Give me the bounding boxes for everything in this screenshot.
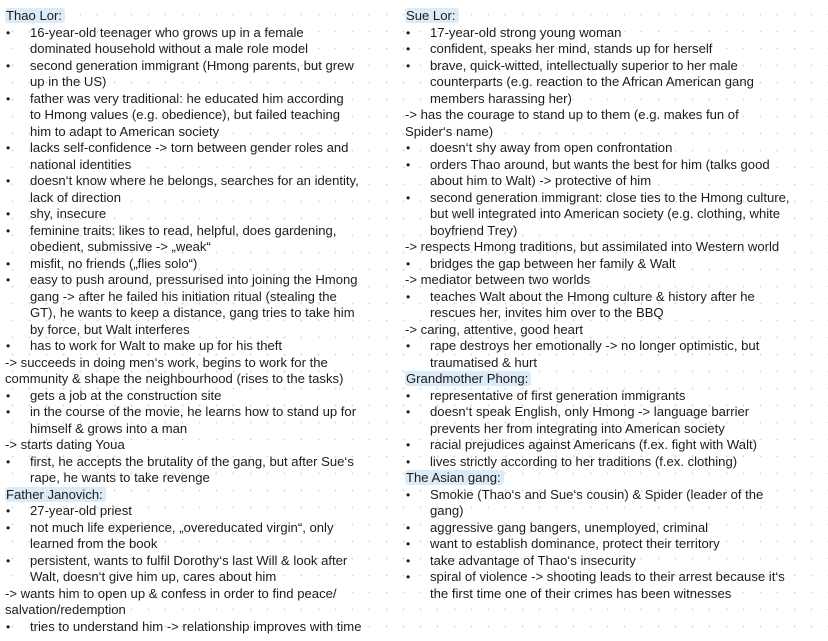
bullet-continuation: the first time one of their crimes has been witnesses xyxy=(430,585,732,601)
bullet-continuation: gang -> after he failed his initiation ritual (stealing the xyxy=(30,288,337,304)
heading-text: The Asian gang: xyxy=(405,470,504,485)
bullet-continuation: by force, but Walt interferes xyxy=(30,321,190,337)
bullet-item: • gets a job at the construction site xyxy=(5,388,400,405)
bullet-continuation: but well integrated into American society (e.g. clothing, white xyxy=(430,206,781,221)
section-heading-thao-lor xyxy=(5,8,400,25)
section-heading-sue-lor xyxy=(405,8,825,25)
bullet-item: • second generation immigrant: close ties to the Hmong culture, xyxy=(405,190,825,207)
bullet-item: • want to establish dominance, protect their territory xyxy=(405,536,825,553)
bullet-continuation: himself & grows into a man xyxy=(30,420,188,436)
bullet-item: • teaches Walt about the Hmong culture & history after he xyxy=(405,289,825,306)
arrow-note: -> caring, attentive, good heart xyxy=(405,321,583,337)
bullet-continuation: traumatised & hurt xyxy=(430,354,537,370)
arrow-note: -> respects Hmong traditions, but assimilated into Western world xyxy=(405,239,780,254)
bullet-item: • 16-year-old teenager who grows up in a female xyxy=(5,25,400,42)
bullet-item: • aggressive gang bangers, unemployed, criminal xyxy=(405,520,825,537)
bullet-item: • orders Thao around, but wants the best for him (talks good xyxy=(405,157,825,174)
bullet-item: • brave, quick-witted, intellectually superior to her male xyxy=(405,58,825,75)
heading-text: Father Janovich: xyxy=(5,487,106,502)
section-heading-father-janovich xyxy=(5,487,400,504)
bullet-item: • racial prejudices against Americans (f.ex. fight with Walt) xyxy=(405,437,825,454)
bullet-item: • 17-year-old strong young woman xyxy=(405,25,825,42)
bullet-continuation: prevents her from integrating into American society xyxy=(430,420,725,436)
bullet-item: • spiral of violence -> shooting leads to their arrest because it‘s xyxy=(405,569,825,586)
bullet-continuation: members harassing her) xyxy=(430,90,572,106)
bullet-continuation: dominated household without a male role model xyxy=(30,41,309,56)
bullet-item: • doesn‘t speak English, only Hmong -> language barrier xyxy=(405,404,825,421)
bullet-continuation: GT), he wants to keep a distance, gang tries to take him xyxy=(30,305,355,320)
bullet-continuation: gang) xyxy=(430,503,464,518)
arrow-note: -> mediator between two worlds xyxy=(405,272,591,287)
arrow-note: -> has the courage to stand up to them (e.g. makes fun of xyxy=(405,107,739,122)
bullet-item: • lacks self-confidence -> torn between gender roles and xyxy=(5,140,400,157)
arrow-note: -> succeeds in doing men‘s work, begins to work for the xyxy=(5,354,328,370)
notes-column-left xyxy=(5,8,400,635)
bullet-item: • confident, speaks her mind, stands up for herself xyxy=(405,41,825,58)
bullet-item: • father was very traditional: he educated him according xyxy=(5,91,400,108)
bullet-item: • persistent, wants to fulfil Dorothy‘s last Will & look after xyxy=(5,553,400,570)
bullet-item: • tries to understand him -> relationship improves with time xyxy=(5,619,400,636)
bullet-continuation: about him to Walt) -> protective of him xyxy=(430,173,652,188)
heading-text: Thao Lor: xyxy=(5,8,65,23)
arrow-note: community & shape the neighbourhood (rises to the tasks) xyxy=(5,371,344,386)
notes-column-right xyxy=(405,8,825,602)
arrow-note: -> wants him to open up & confess in order to find peace/ xyxy=(5,585,337,601)
heading-text: Sue Lor: xyxy=(405,8,459,23)
section-heading-the-asian-gang xyxy=(405,470,825,487)
bullet-continuation: counterparts (e.g. reaction to the African American gang xyxy=(430,74,754,89)
bullet-item: • representative of first generation immigrants xyxy=(405,388,825,405)
section-heading-grandmother-phong xyxy=(405,371,825,388)
bullet-continuation: him to adapt to American society xyxy=(30,123,220,139)
bullet-item: • doesn‘t know where he belongs, searches for an identity, xyxy=(5,173,400,190)
bullet-continuation: boyfriend Trey) xyxy=(430,222,518,238)
arrow-note: Spider‘s name) xyxy=(405,123,494,139)
bullet-item: • rape destroys her emotionally -> no longer optimistic, but xyxy=(405,338,825,355)
bullet-continuation: Walt, doesn‘t give him up, cares about him xyxy=(30,569,277,584)
bullet-item: • feminine traits: likes to read, helpful, does gardening, xyxy=(5,223,400,240)
bullet-item: • take advantage of Thao‘s insecurity xyxy=(405,553,825,570)
bullet-continuation: learned from the book xyxy=(30,536,158,551)
bullet-item: • misfit, no friends („flies solo“) xyxy=(5,256,400,273)
bullet-continuation: lack of direction xyxy=(30,189,121,205)
bullet-item: • shy, insecure xyxy=(5,206,400,223)
bullet-item: • doesn‘t shy away from open confrontation xyxy=(405,140,825,157)
bullet-continuation: obedient, submissive -> „weak“ xyxy=(30,239,211,254)
arrow-note: -> starts dating Youa xyxy=(5,437,125,452)
bullet-continuation: rescues her, invites him over to the BBQ xyxy=(430,305,664,320)
bullet-continuation: to Hmong values (e.g. obedience), but failed teaching xyxy=(30,107,341,122)
bullet-item: • has to work for Walt to make up for his theft xyxy=(5,338,400,355)
bullet-item: • 27-year-old priest xyxy=(5,503,400,520)
bullet-item: • in the course of the movie, he learns how to stand up for xyxy=(5,404,400,421)
bullet-item: • Smokie (Thao‘s and Sue‘s cousin) & Spider (leader of the xyxy=(405,487,825,504)
bullet-item: • easy to push around, pressurised into joining the Hmong xyxy=(5,272,400,289)
arrow-note: salvation/redemption xyxy=(5,602,126,617)
bullet-item: • first, he accepts the brutality of the gang, but after Sue‘s xyxy=(5,454,400,471)
bullet-continuation: up in the US) xyxy=(30,74,107,89)
bullet-continuation: national identities xyxy=(30,156,132,172)
bullet-item: • not much life experience, „overeducated virgin“, only xyxy=(5,520,400,537)
bullet-continuation: rape, he wants to take revenge xyxy=(30,470,210,485)
bullet-item: • bridges the gap between her family & Walt xyxy=(405,256,825,273)
heading-text: Grandmother Phong: xyxy=(405,371,531,386)
bullet-item: • second generation immigrant (Hmong parents, but grew xyxy=(5,58,400,75)
bullet-item: • lives strictly according to her traditions (f.ex. clothing) xyxy=(405,454,825,471)
